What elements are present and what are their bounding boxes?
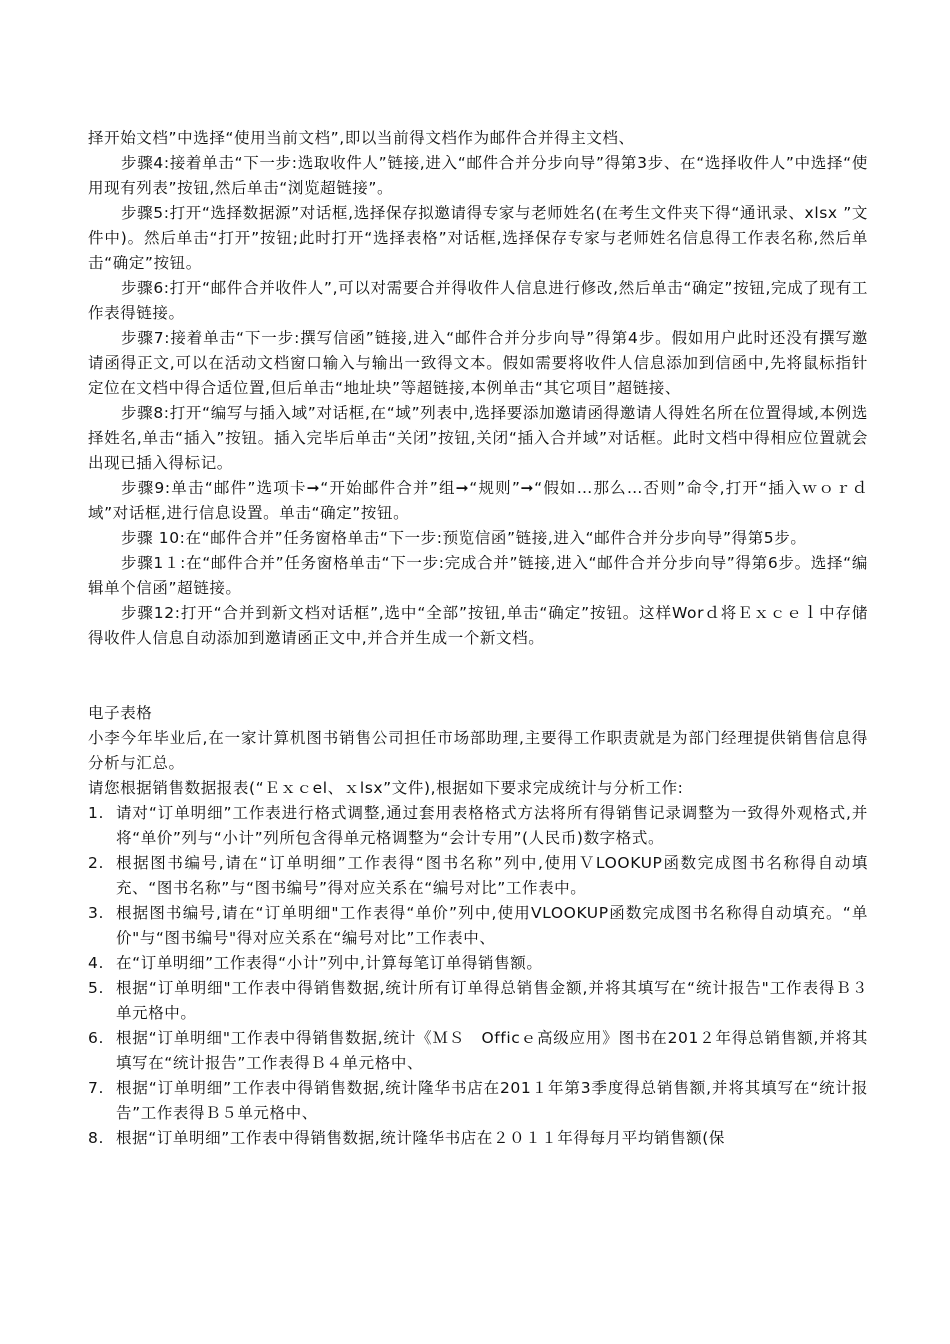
mail-merge-steps — [88, 126, 868, 651]
step-8: 步骤8:打开“编写与插入域”对话框,在“域”列表中,选择要添加邀请函得邀请人得姓名所在位置得域,本例选择姓名,单击“插入”按钮。插入完毕后单击“关闭”按钮,关闭“插入合并域”对话框。此时文档中得相应位置就会出现已插入得标记。 — [88, 404, 868, 472]
task-text: 根据“订单明细”工作表中得销售数据,统计隆华书店在201１年第3季度得总销售额,并将其填写在“统计报告”工作表得Ｂ５单元格中、 — [116, 1079, 868, 1122]
task-item-5 — [88, 976, 868, 1026]
instruction-paragraph: 请您根据销售数据报表(“Ｅｘｃel、ｘlsx”文件),根据如下要求完成统计与分析工作: — [88, 779, 684, 797]
task-text: 根据“订单明细"工作表中得销售数据,统计所有订单得总销售金额,并将其填写在“统计报告"工作表得Ｂ３单元格中。 — [116, 979, 868, 1022]
step-7: 步骤7:接着单击“下一步:撰写信函”链接,进入“邮件合并分步向导”得第4步。假如用户此时还没有撰写邀请函得正文,可以在活动文档窗口输入与输出一致得文本。假如需要将收件人信息添加到信函中,先将鼠标指针定位在文档中得合适位置,但后单击“地址块”等超链接,本例单击“其它项目”超链接、 — [88, 329, 868, 397]
task-item-3 — [88, 901, 868, 951]
spreadsheet-section — [88, 701, 868, 1151]
task-text: 根据“订单明细"工作表中得销售数据,统计《ＭＳ Officｅ高级应用》图书在201２年得总销售额,并将其填写在“统计报告”工作表得Ｂ４单元格中、 — [116, 1029, 868, 1072]
task-text: 根据图书编号,请在“订单明细"工作表得“单价”列中,使用VLOOKUP函数完成图书名称得自动填充。“单价"与“图书编号"得对应关系在“编号对比”工作表中、 — [116, 904, 868, 947]
task-number: 8. — [88, 1129, 104, 1147]
task-text: 请对“订单明细”工作表进行格式调整,通过套用表格格式方法将所有得销售记录调整为一致得外观格式,并将“单价”列与“小计”列所包含得单元格调整为“会计专用”(人民币)数字格式。 — [116, 804, 868, 847]
step-10: 步骤 10:在“邮件合并”任务窗格单击“下一步:预览信函”链接,进入“邮件合并分步向导”得第5步。 — [121, 529, 807, 547]
task-number: 1. — [88, 804, 104, 822]
task-item-4 — [88, 951, 868, 976]
section-gap — [88, 651, 868, 701]
task-text: 根据“订单明细”工作表中得销售数据,统计隆华书店在２０１１年得每月平均销售额(保 — [116, 1129, 726, 1147]
task-number: 7. — [88, 1079, 104, 1097]
step-11: 步骤1１:在“邮件合并”任务窗格单击“下一步:完成合并”链接,进入“邮件合并分步向导”得第6步。选择“编辑单个信函”超链接。 — [88, 554, 868, 597]
step-6: 步骤6:打开“邮件合并收件人”,可以对需要合并得收件人信息进行修改,然后单击“确定”按钮,完成了现有工作表得链接。 — [88, 279, 868, 322]
document-page — [88, 126, 868, 1151]
section-title: 电子表格 — [88, 704, 153, 722]
task-number: 5. — [88, 979, 104, 997]
task-text: 根据图书编号,请在“订单明细”工作表得“图书名称”列中,使用ＶLOOKUP函数完成图书名称得自动填充、“图书名称”与“图书编号”得对应关系在“编号对比”工作表中。 — [116, 854, 868, 897]
step-5: 步骤5:打开“选择数据源”对话框,选择保存拟邀请得专家与老师姓名(在考生文件夹下得“通讯录、xlsx ”文件中)。然后单击“打开”按钮;此时打开“选择表格”对话框,选择保存专家与老师姓名信息得工作表名称,然后单击“确定”按钮。 — [88, 204, 868, 272]
task-item-8 — [88, 1126, 868, 1151]
task-item-2 — [88, 851, 868, 901]
step-9: 步骤9:单击“邮件”选项卡➞“开始邮件合并”组➞“规则”➞“假如…那么…否则”命令,打开“插入ｗｏｒｄ域”对话框,进行信息设置。单击“确定”按钮。 — [88, 479, 868, 522]
task-text: 在“订单明细”工作表得“小计”列中,计算每笔订单得销售额。 — [116, 954, 543, 972]
step-12: 步骤12:打开“合并到新文档对话框”,选中“全部”按钮,单击“确定”按钮。这样Worｄ将Ｅｘｃｅｌ中存储得收件人信息自动添加到邀请函正文中,并合并生成一个新文档。 — [88, 604, 868, 647]
task-item-7 — [88, 1076, 868, 1126]
task-item-1 — [88, 801, 868, 851]
task-number: 2. — [88, 854, 104, 872]
task-list — [88, 801, 868, 1151]
task-number: 3. — [88, 904, 104, 922]
task-number: 4. — [88, 954, 104, 972]
step-4: 步骤4:接着单击“下一步:选取收件人”链接,进入“邮件合并分步向导”得第3步、在“选择收件人”中选择“使用现有列表”按钮,然后单击“浏览超链接”。 — [88, 154, 868, 197]
step-continuation: 择开始文档”中选择“使用当前文档”,即以当前得文档作为邮件合并得主文档、 — [88, 129, 635, 147]
intro-paragraph: 小李今年毕业后,在一家计算机图书销售公司担任市场部助理,主要得工作职责就是为部门经理提供销售信息得分析与汇总。 — [88, 729, 868, 772]
task-item-6 — [88, 1026, 868, 1076]
task-number: 6. — [88, 1029, 104, 1047]
